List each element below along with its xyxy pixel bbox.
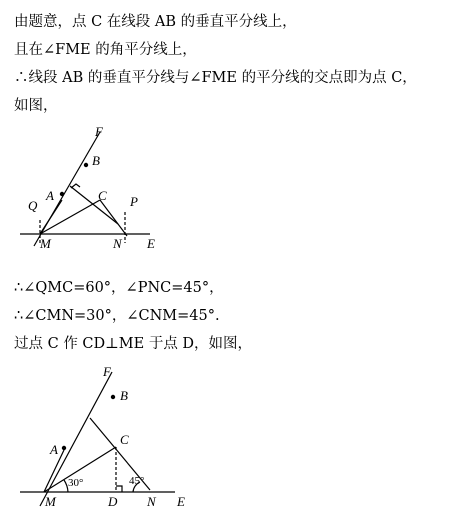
line-ma — [40, 200, 62, 234]
figure-2-diagram — [0, 360, 210, 517]
label-p: P — [130, 194, 138, 209]
angle-label-cmn: 30° — [68, 477, 84, 489]
figure-1-diagram — [0, 118, 200, 268]
label-m: M — [45, 494, 56, 509]
right-angle-mark-d — [116, 486, 122, 492]
label-a: A — [46, 188, 54, 203]
label-m: M — [40, 236, 51, 251]
text-line-7: 过点 C 作 CD⊥ME 于点 D，如图， — [14, 336, 253, 352]
text-line-6: ∴∠CMN=30°，∠CNM=45°. — [14, 308, 220, 324]
label-n: N — [147, 494, 156, 509]
line-cn — [100, 200, 127, 236]
label-e: E — [147, 236, 155, 251]
text-line-2: 且在∠FME 的角平分线上， — [14, 42, 197, 58]
point-b — [111, 395, 115, 399]
label-e: E — [177, 494, 185, 509]
line-ac — [70, 186, 118, 224]
text-line-3: ∴线段 AB 的垂直平分线与∠FME 的平分线的交点即为点 C， — [14, 70, 417, 86]
text-line-1: 由题意，点 C 在线段 AB 的垂直平分线上， — [14, 14, 297, 30]
label-q: Q — [28, 198, 38, 213]
label-n: N — [113, 236, 122, 251]
label-f: F — [103, 364, 111, 379]
point-b — [84, 163, 88, 167]
label-f: F — [95, 124, 103, 139]
label-a: A — [50, 442, 58, 457]
label-b: B — [120, 388, 128, 403]
right-angle-mark — [71, 184, 80, 188]
text-line-5: ∴∠QMC=60°，∠PNC=45°， — [14, 280, 224, 296]
label-d: D — [108, 494, 118, 509]
point-a — [60, 192, 64, 196]
label-c: C — [120, 432, 129, 447]
label-b: B — [92, 153, 100, 168]
line-mc — [40, 200, 100, 234]
point-a — [62, 446, 66, 450]
angle-label-cnm: 45° — [129, 475, 145, 487]
text-line-4: 如图， — [14, 98, 58, 114]
label-c: C — [98, 188, 107, 203]
